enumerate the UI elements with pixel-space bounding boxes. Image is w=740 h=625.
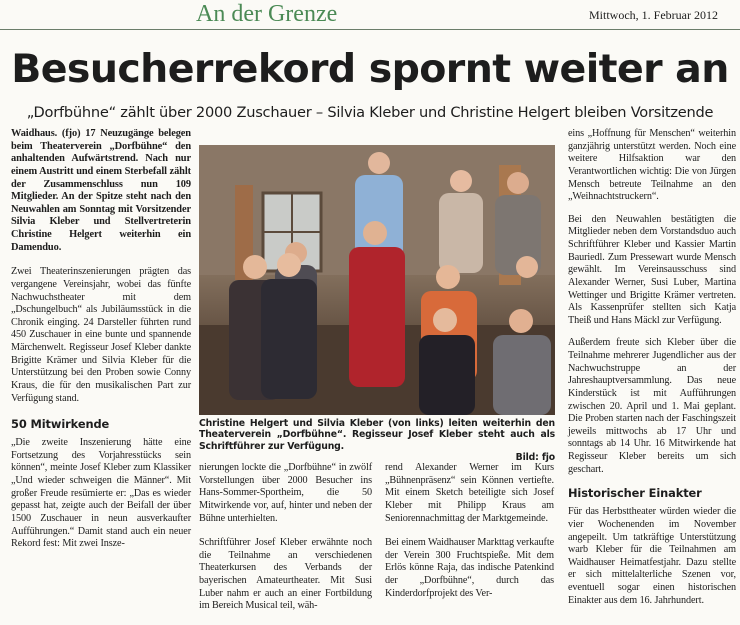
article-subheadline: „Dorfbühne“ zählt über 2000 Zuschauer – Silvia Kleber und Christine Helgert bleiben Vorsitzende [26, 104, 714, 121]
section-header [0, 0, 740, 30]
subheading-historischer-einakter: Historischer Einakter [568, 486, 702, 501]
photo-caption-text: Christine Helgert und Silvia Kleber (von links) leiten weiterhin den Theaterverein „Dorfbühne“. Regisseur Josef Kleber steht auch als Schriftführer zur Verfügung. [199, 418, 555, 452]
body-paragraph: eins „Hoffnung für Menschen“ weiterhin ganzjährig unterstützt werden. Noch eine weitere Hilfsaktion war den Verantwortlichen wichtig: Die von Jürgen Mensch betreute Teilnahme an den „Weihnachtstruckern“. [568, 128, 736, 203]
group-photo [199, 145, 555, 415]
text-column-4 [568, 128, 736, 617]
text-column-2 [199, 462, 372, 625]
text-column-1 [11, 128, 191, 563]
body-paragraph: nierungen lockte die „Dorfbühne“ in zwölf Vorstellungen über 2000 Besucher ins Hans-Sommer-Sportheim, die 50 Mitwirkende vor, auf, hinter und neben der Bühne unterhielten. [199, 462, 372, 524]
body-paragraph: Außerdem freute sich Kleber über die Teilnahme mehrerer Jugendlicher aus der Nachwuchstruppe an der Jahreshauptversammlung. Das neue Kinderstück ist mit Aufführungen zwischen 20. April und 1. Mai geplant. Die Proben starten nach der Faschingszeit jeweils mittwochs ab 17 Uhr und sonntags ab 14 Uhr. 16 Mitwirkende hat Regisseur Kleber bereits um sich geschart. [568, 337, 736, 475]
lead-paragraph: Waidhaus. (fjo) 17 Neuzugänge belegen beim Theaterverein „Dorfbühne“ den anhaltenden Aufwärtstrend. Nach nur einem Austritt und einem Sterbefall zählt der Zusammenschluss nun 109 Mitglieder. An der Spitze steht nach den Neuwahlen am Sonntag mit Vorsitzender Silvia Kleber und Stellvertreterin Christine Helgert weiterhin ein Damenduo. [11, 128, 191, 253]
body-paragraph: rend Alexander Werner im Kurs „Bühnenpräsenz“ sein Können vertiefte. Mit einem Sketch beteiligte sich Josef Kleber mit Philipp Kraus am Seniorennachmittag der Marktgemeinde. [385, 462, 554, 524]
body-paragraph: „Die zweite Inszenierung hätte eine Fortsetzung des Vorjahresstücks sein können“, meinte Josef Kleber zum Klassiker „Und wieder schweigen die Männer“. Mit großer Freude resümierte er: „Das es wieder gepasst hat, zeigte auch der Beifall der über 1500 Zuschauer in neun ausverkaufter Aufführungen.“ Damit stand auch ein neuer Rekord fest: Mit zwei Insze- [11, 437, 191, 550]
issue-date: Mittwoch, 1. Februar 2012 [589, 8, 718, 22]
group-photo-illustration [199, 145, 555, 415]
body-paragraph: Zwei Theaterinszenierungen prägten das vergangene Vereinsjahr, wobei das fünfte Nachwuchstheater mit dem „Dschungelbuch“ als Jubiläumsstück in die Chronik einging. 24 Darsteller führten rund 450 Zuschauer in eine bunte und spannende Märchenwelt. Regisseur Josef Kleber dankte Brigitte Krämer und Silvia Kleber für die Unterstützung bei den Proben sowie Conny Kraus, die für den musikalischen Part zur Verfügung stand. [11, 266, 191, 404]
article-headline: Besucherrekord spornt weiter an [11, 46, 729, 92]
subheading-mitwirkende: 50 Mitwirkende [11, 417, 110, 432]
text-column-3 [385, 462, 554, 612]
body-paragraph: Bei einem Waidhauser Markttag verkaufte der Verein 300 Fruchtspieße. Mit dem Erlös könne Raja, das indische Patenkind der „Dorfbühne“, durch das Kinderdorfprojekt des Ver- [385, 537, 554, 599]
body-paragraph: Bei den Neuwahlen bestätigten die Mitglieder neben dem Vorstandsduo auch Schriftführer Kleber und Kassier Martin Bauriedl. Zum Pressewart wurde Mensch gewählt. Im Vereinsausschuss sind Alexander Werner, Susi Luber, Martina Wettinger und Brigitte Krämer vertreten. Als Kassenprüfer stellten sich Katja Theiß und Hans Mäckl zur Verfügung. [568, 213, 736, 326]
photo-credit: Bild: fjo [515, 452, 555, 464]
body-paragraph: Schriftführer Josef Kleber erwähnte noch die Teilnahme an verschiedenen Theaterkursen des Verbands der bayerischen Amateurtheater. Mit Susi Luber nahm er auch an einer Fortbildung im Bereich Musical teil, wäh- [199, 537, 372, 612]
body-paragraph: Für das Herbsttheater würden wieder die vier Wochenenden im November angepeilt. Um tatkräftige Unterstützung warb Kleber für die Teilnahmen am Waidhauser Heimatfestjahr. Dazu stellte er sich mittelalterliche Szenen vor, eventuell sogar einen historischen Einakter aus dem 16. Jahrhundert. [568, 506, 736, 606]
section-title: An der Grenze [196, 1, 338, 27]
photo-caption [199, 418, 555, 464]
